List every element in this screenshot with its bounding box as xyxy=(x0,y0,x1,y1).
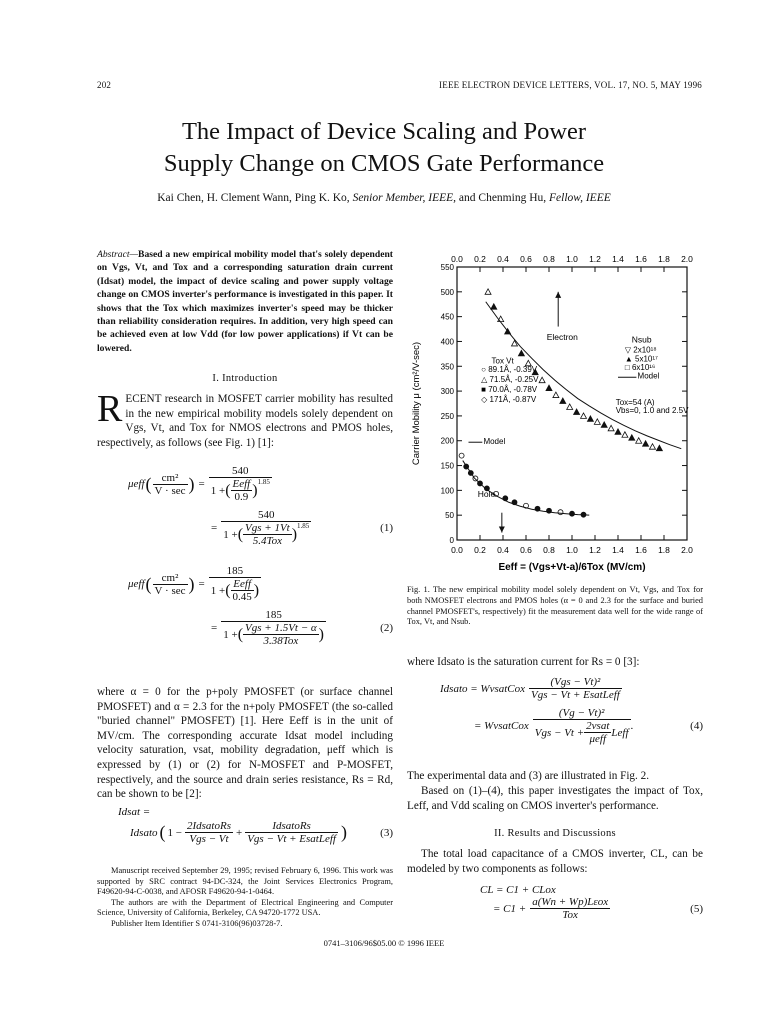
footnote-publisher-id: Publisher Item Identifier S 0741-3106(96)03728-7. xyxy=(111,918,283,928)
equation-2-block: μeff ( $\frac{\text{cm²}}{V \cdot \sec}$ ) = 185 1 + ( $\frac{\text{Eeff}}{0.45}$ ) = 185 1 + ( $\frac{\text{Vgs + 1.5Vt − α}}{\text{3.38Tox}}$ ) (2) xyxy=(128,565,393,647)
y-tick-label: 50 xyxy=(445,511,454,521)
eq2-num-b: 185 xyxy=(221,609,326,622)
equation-label-5: (5) xyxy=(690,902,703,915)
y-tick-label: 400 xyxy=(440,337,454,347)
x-tick-label-top: 0.6 xyxy=(520,254,532,264)
hole-data-point xyxy=(464,464,469,469)
tox-condition: Tox=54 (A) xyxy=(615,397,655,407)
electron-data-point xyxy=(518,350,524,356)
electron-data-point xyxy=(485,289,491,295)
load-capacitance-paragraph: The total load capacitance of a CMOS inverter, CL, can be modeled by two components as follows: xyxy=(407,848,703,875)
experimental-data-sentence: The experimental data and (3) are illustrated in Fig. 2. xyxy=(407,770,650,782)
model-label-right: Model xyxy=(637,371,660,381)
unit-numerator-2: cm² xyxy=(153,572,188,585)
y-tick-label: 300 xyxy=(440,387,454,397)
equation-label-3: (3) xyxy=(380,826,393,839)
electron-data-point xyxy=(539,377,545,383)
electron-data-point xyxy=(594,419,600,425)
title-line-2: Supply Change on CMOS Gate Performance xyxy=(163,150,605,177)
eq2-tox-term: 3.38Tox xyxy=(263,635,299,647)
electron-data-point xyxy=(650,444,656,450)
section-heading-introduction: I. Introduction xyxy=(212,373,278,384)
eq5-line1: CL = C1 + CLox xyxy=(480,884,556,896)
eq1-eeff: Eeff xyxy=(232,478,251,490)
mu-eff-symbol: μeff xyxy=(128,478,145,490)
abstract xyxy=(97,248,393,355)
y-tick-label: 100 xyxy=(440,486,454,496)
page-number: 202 xyxy=(97,80,112,90)
eq3-c-num: IdsatoRs xyxy=(245,820,338,833)
x-tick-label-bottom: 2.0 xyxy=(681,545,693,555)
eq5-num: a(Wn + Wp)Lεox xyxy=(532,896,609,908)
alpha-paragraph: where α = 0 for the p+poly PMOSFET (or surface channel PMOSFET) and α = 2.3 for the n+poly PMOSFET (the so-called "buried channel" PMOSFET) [1]. Here Eeff is in the unit of MV/cm. The corresponding accurate Idsat model including velocity saturation, vsat, mobility degradation, μeff which is expressed by (1) or (2) for N-MOSFET and P-MOSFET, respectively, and the source and drain series resistance, Rs = Rd, can be shown to be [2]: xyxy=(97,686,393,801)
eq4-den2a: Vgs − Vt + xyxy=(534,726,585,739)
hole-data-point xyxy=(468,470,473,475)
abstract-lead: Abstract— xyxy=(97,249,139,260)
eq1-one-plus: 1 + xyxy=(210,484,226,497)
hole-data-point xyxy=(478,481,483,486)
y-tick-label: 500 xyxy=(440,287,454,297)
eq4-mueff: μeff xyxy=(589,733,607,745)
hole-data-point xyxy=(581,512,586,517)
hole-data-point xyxy=(535,506,540,511)
y-tick-label: 250 xyxy=(440,411,454,421)
x-tick-label-bottom: 1.8 xyxy=(658,545,670,555)
figure-1-caption: Fig. 1. The new empirical mobility model solely dependent on Vt, Vgs, and Tox for both NMOSFET electrons and PMOS holes (α = 0 and 2.3 for the surface and buried channel PMOSFET's, respectively) fit the measurement data well for the wide range of Tox, Vt, and Nsub. xyxy=(407,585,703,627)
electron-data-point xyxy=(546,385,552,391)
x-tick-label-bottom: 0.6 xyxy=(520,545,532,555)
eq1-tox-term: 5.4Tox xyxy=(252,535,282,547)
electron-data-point xyxy=(643,441,649,447)
x-tick-label-top: 0.4 xyxy=(497,254,509,264)
idsato-paragraph: where Idsato is the saturation current for Rs = 0 [3]: xyxy=(407,656,640,668)
eq3-b-num: 2IdsatoRs xyxy=(186,820,231,832)
journal-header: IEEE ELECTRON DEVICE LETTERS, VOL. 17, NO. 5, MAY 1996 xyxy=(439,80,702,90)
electron-label: Electron xyxy=(546,331,578,342)
hole-data-point xyxy=(459,453,464,458)
drop-cap: R xyxy=(97,388,123,430)
intro-text: ECENT research in MOSFET carrier mobility has resulted in the new empirical mobility models solely dependent on Vgs, Vt, and Tox for NMOS electrons and PMOS holes, respectively, as follows (see Fig. 1) [1]: xyxy=(97,393,393,449)
title-line-1: The Impact of Device Scaling and Power xyxy=(181,118,587,145)
x-tick-label-bottom: 1.2 xyxy=(589,545,601,555)
electron-data-point xyxy=(622,432,628,438)
legend-tox-1: ○ 89.1Å, -0.39V xyxy=(481,365,538,375)
electron-data-point xyxy=(656,445,662,451)
eq1-0-9: 0.9 xyxy=(234,491,249,503)
legend-tox-2: △ 71.5Å, -0.25V xyxy=(481,375,539,385)
unit-numerator: cm² xyxy=(153,472,188,485)
eq5-lhs2: = C1 + xyxy=(493,902,527,915)
eq4-leff: Leff xyxy=(611,726,629,739)
intro-paragraph xyxy=(97,388,393,450)
eq2-eeff: Eeff xyxy=(231,578,254,591)
copyright-line: 0741–3106/96$05.00 © 1996 IEEE xyxy=(323,938,445,948)
eq5-den: Tox xyxy=(562,909,578,921)
y-axis-label: Carrier Mobility μ (cm²/V-sec) xyxy=(411,341,422,466)
y-tick-label: 200 xyxy=(440,436,454,446)
electron-data-point xyxy=(574,409,580,415)
x-axis-label: Eeff = (Vgs+Vt-a)/6Tox (MV/cm) xyxy=(498,562,646,573)
eq3-c-den: Vgs − Vt + EsatLeff xyxy=(247,833,336,845)
electron-data-point xyxy=(636,438,642,444)
electron-data-point xyxy=(615,429,621,435)
x-tick-label-top: 1.4 xyxy=(612,254,624,264)
eq2-vgs-term: Vgs + 1.5Vt − α xyxy=(245,622,317,634)
eq4-den1: Vgs − Vt + EsatLeff xyxy=(531,689,620,701)
x-tick-label-bottom: 0.2 xyxy=(474,545,486,555)
author-names-2: and Chenming Hu, xyxy=(456,192,549,204)
x-tick-label-bottom: 0.4 xyxy=(497,545,509,555)
nsub-legend-3: □ 6x10¹⁶ xyxy=(624,363,656,373)
equation-label-4: (4) xyxy=(690,720,703,732)
tox-vt-header: Tox Vt xyxy=(491,356,514,366)
eq3-lhs: Idsat = xyxy=(118,806,151,818)
author-role-1: Senior Member, IEEE, xyxy=(352,192,457,204)
nsub-legend-2: ▲ 5x10¹⁷ xyxy=(624,354,658,364)
y-tick-label: 550 xyxy=(440,263,454,272)
equation-label-2: (2) xyxy=(380,622,393,634)
hole-data-point xyxy=(558,510,563,515)
unit-denominator-2: V · sec xyxy=(154,584,186,597)
electron-data-point xyxy=(581,413,587,419)
electron-data-point xyxy=(608,425,614,431)
hole-label: Hole xyxy=(477,488,496,499)
y-tick-label: 350 xyxy=(440,362,454,372)
hole-data-point xyxy=(570,511,575,516)
figure-1-chart xyxy=(405,250,705,580)
footnote-manuscript: Manuscript received September 29, 1995; revised February 6, 1996. This work was supported by SRC contract 94-DC-324, the Joint Services Electronics Program, F49620-94-C-0038, and AFOSR F49620-94-1-0464. xyxy=(97,866,393,897)
abstract-text: Based a new empirical mobility model that's solely dependent on Vgs, Vt, and Tox and a corresponding saturation drain current (Idsat) model, the impact of device scaling and power supply voltage change on CMOS inverter's performance is investigated in this paper. It shows that the Tox which maximizes inverter's speed may be thicker than reliability consideration requires. In addition, very high speed can be achieved even at low Vdd (for low power applications) if Vt can be lowered. xyxy=(97,249,393,354)
legend-tox-4: ◇ 171Å, -0.87V xyxy=(481,395,537,405)
x-tick-label-top: 1.8 xyxy=(658,254,670,264)
footnote xyxy=(97,866,393,930)
investigation-paragraph: Based on (1)–(4), this paper investigates the impact of Tox, Leff, and Vdd scaling on CMOS inverter's performance. xyxy=(407,785,703,812)
footnote-affiliation: The authors are with the Department of Electrical Engineering and Computer Science, University of California, Berkeley, CA 94720-1772 USA. xyxy=(97,897,393,918)
hole-data-point xyxy=(512,500,517,505)
eq1-num-b: 540 xyxy=(221,509,311,522)
author-list xyxy=(0,192,768,204)
electron-data-point xyxy=(587,416,593,422)
electron-data-point xyxy=(505,329,511,335)
hole-data-point xyxy=(547,508,552,513)
eq1-vgs-term: Vgs + 1Vt xyxy=(245,522,290,534)
equation-label-1: (1) xyxy=(380,522,393,534)
section-heading-results: II. Results and Discussions xyxy=(494,828,616,839)
eq4-num2: (Vg − Vt)² xyxy=(533,707,631,720)
mu-eff-symbol-2: μeff xyxy=(128,578,145,590)
x-tick-label-top: 1.2 xyxy=(589,254,601,264)
hole-data-point xyxy=(503,496,508,501)
electron-data-point xyxy=(553,392,559,398)
eq3-b-den: Vgs − Vt xyxy=(189,833,229,845)
eq4-2vsat: 2vsat xyxy=(586,720,610,732)
author-names-1: Kai Chen, H. Clement Wann, Ping K. Ko, xyxy=(157,192,353,204)
eq4-lhs2: = WvsatCox xyxy=(474,720,529,732)
x-tick-label-top: 1.6 xyxy=(635,254,647,264)
paper-title xyxy=(0,116,768,180)
x-tick-label-bottom: 1.6 xyxy=(635,545,647,555)
eq1-exponent: 1.85 xyxy=(257,478,270,486)
electron-arrowhead xyxy=(555,292,561,298)
y-tick-label: 0 xyxy=(449,536,454,545)
x-tick-label-top: 0.0 xyxy=(451,254,463,264)
x-tick-label-bottom: 0.0 xyxy=(451,545,463,555)
eq4-lhs: Idsato = WvsatCox xyxy=(440,682,526,695)
eq2-0-45: 0.45 xyxy=(232,591,252,603)
eq1-num-a: 540 xyxy=(209,465,272,478)
x-tick-label-top: 1.0 xyxy=(566,254,578,264)
model-label-left: Model xyxy=(483,437,506,447)
equation-5-block xyxy=(480,884,703,921)
eq4-num1: (Vgs − Vt)² xyxy=(529,676,622,689)
hole-arrowhead xyxy=(499,527,505,533)
x-tick-label-top: 0.8 xyxy=(543,254,555,264)
equation-1-block: μeff ( $\frac{\text{cm²}}{V \cdot \sec}$ ) = 540 1 + ( $\frac{\text{Eeff}}{0.9}$ ) $^{1.85}$ = 540 1 + ( $\frac{\text{Vgs + 1Vt}}{\text{5.4Tox}}$ ) $^{1.85}$ (1) xyxy=(128,465,393,547)
x-tick-label-bottom: 1.0 xyxy=(566,545,578,555)
author-role-2: Fellow, IEEE xyxy=(549,192,611,204)
legend-tox-3: ■ 70.0Å, -0.78V xyxy=(481,385,538,395)
electron-data-point xyxy=(601,422,607,428)
x-tick-label-bottom: 1.4 xyxy=(612,545,624,555)
nsub-legend-1: ▽ 2x10¹⁸ xyxy=(624,345,657,355)
electron-data-point xyxy=(560,398,566,404)
y-tick-label: 150 xyxy=(440,461,454,471)
equation-3-block: Idsat = Idsato ( 1 − $\frac{\text{2IdsatoRs}}{\text{Vgs − Vt}}$ + $\frac{\text{IdsatoRs}}{\text{Vgs − Vt + EsatLeff}}$ ) (3) xyxy=(118,806,393,845)
eq3-idsato: Idsato xyxy=(130,826,158,839)
y-tick-label: 450 xyxy=(440,312,454,322)
nsub-title: Nsub xyxy=(631,334,652,345)
vbs-condition: Vbs=0, 1.0 and 2.5V xyxy=(615,405,689,415)
x-tick-label-top: 2.0 xyxy=(681,254,693,264)
electron-data-point xyxy=(491,304,497,310)
equation-4-block: Idsato = WvsatCox $\frac{\text{(Vgs − Vt)²}}{\text{Vgs − Vt + EsatLeff}}$ = WvsatCox (Vg − Vt)² Vgs − Vt + $\frac{\text{2vsat}}{\text{μeff}}$ Leff . (4) xyxy=(440,676,703,745)
eq2-num-a: 185 xyxy=(209,565,261,578)
electron-data-point xyxy=(567,404,573,410)
x-tick-label-top: 0.2 xyxy=(474,254,486,264)
unit-denominator: V · sec xyxy=(154,484,186,497)
electron-data-point xyxy=(629,435,635,441)
x-tick-label-bottom: 0.8 xyxy=(543,545,555,555)
